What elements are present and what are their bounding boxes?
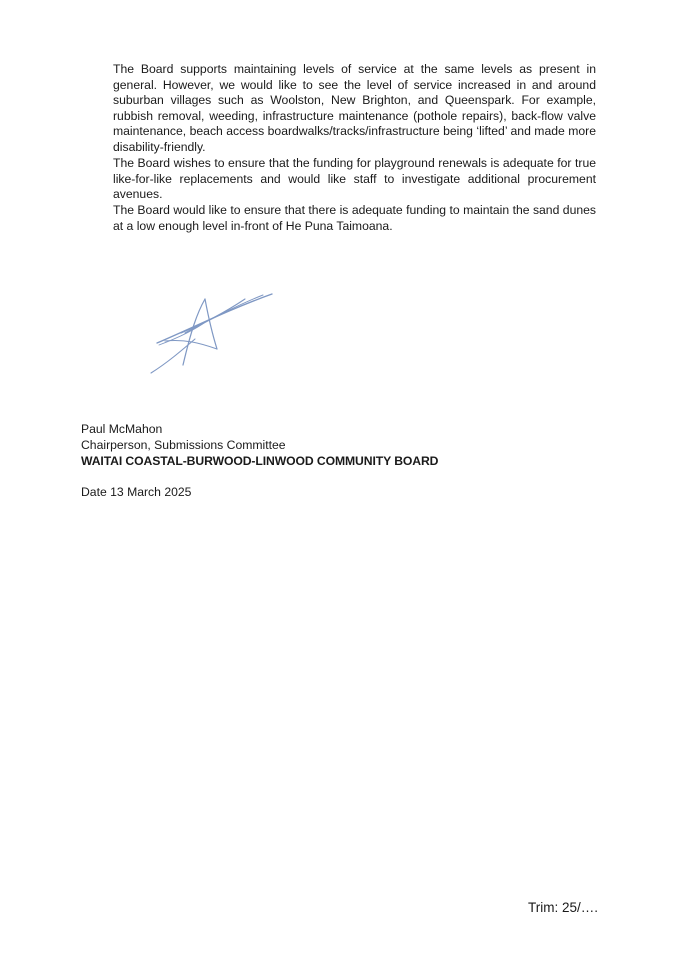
- signatory-role: Chairperson, Submissions Committee: [81, 437, 286, 452]
- board-name: WAITAI COASTAL-BURWOOD-LINWOOD COMMUNITY BOARD: [81, 453, 439, 468]
- signatory-name: Paul McMahon: [81, 422, 163, 436]
- handwritten-signature: [145, 287, 280, 379]
- paragraph-levels-of-service: The Board supports maintaining levels of service at the same levels as present in general. However, we would like to see the level of service increased in and around suburban villages such as Woolston, New Brighton, and Queenspark. For example, rubbish removal, weeding, infrastructure maintenance (pothole repairs), back-flow valve maintenance, beach access boardwalks/tracks/infrastructure being ‘lifted’ and made more disability-friendly.: [113, 62, 596, 154]
- paragraph-playground-renewals: The Board wishes to ensure that the funding for playground renewals is adequate for true like-for-like replacements and would like staff to investigate additional procurement avenues.: [113, 156, 596, 202]
- paragraph-sand-dunes: The Board would like to ensure that there is adequate funding to maintain the sand dunes at a low enough level in-front of He Puna Taimoana.: [113, 203, 596, 233]
- signature-block: [81, 422, 438, 469]
- trim-reference: Trim: 25/….: [528, 900, 599, 915]
- document-date: Date 13 March 2025: [81, 485, 192, 499]
